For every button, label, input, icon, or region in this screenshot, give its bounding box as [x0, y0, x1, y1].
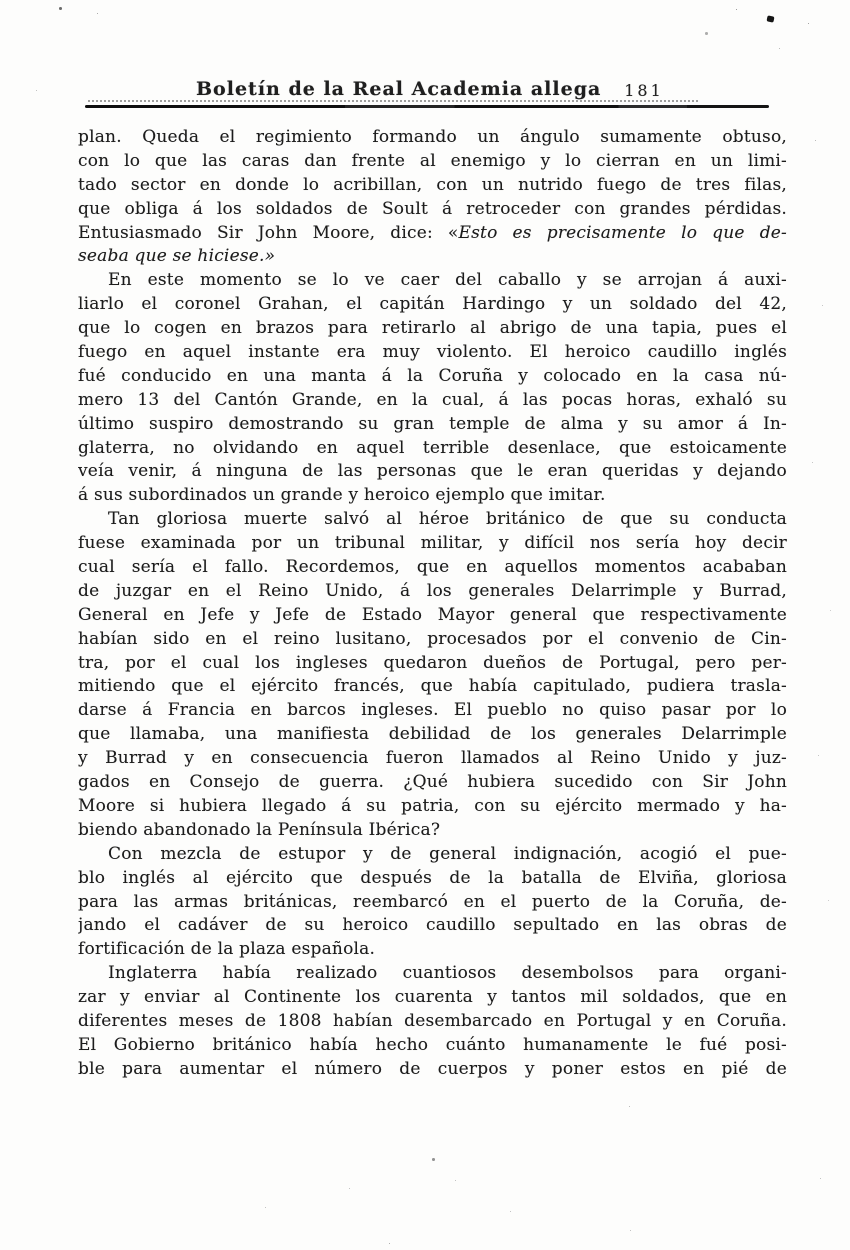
body-text — [78, 126, 787, 1082]
text-line — [78, 222, 787, 246]
body-text-segment: y Burrad y en consecuencia fueron llamados al Reino Unido y juz- — [78, 748, 787, 769]
body-text-segment: zar y enviar al Continente los cuarenta y tantos mil soldados, que en — [78, 987, 787, 1008]
text-line — [78, 269, 787, 293]
text-line — [78, 723, 787, 747]
body-text-segment: con lo que las caras dan frente al enemigo y lo cierran en un limi- — [78, 150, 787, 171]
body-text-segment: diferentes meses de 1808 habían desembarcado en Portugal y en Coruña. — [78, 1010, 787, 1031]
quoted-italic-text: Esto es precisamente lo que de- — [458, 222, 787, 243]
paragraph — [78, 962, 787, 1081]
text-line — [78, 508, 787, 532]
text-line — [78, 293, 787, 317]
body-text-segment: que lo cogen en brazos para retirarlo al abrigo de una tapia, pues el — [78, 318, 787, 339]
ink-blot — [766, 15, 774, 22]
text-line — [78, 652, 787, 676]
body-text-segment: que llamaba, una manifiesta debilidad de los generales Delarrimple — [78, 724, 787, 745]
body-text-segment: fuego en aquel instante era muy violento. El heroico caudillo inglés — [78, 342, 787, 363]
text-line — [78, 675, 787, 699]
body-text-segment: El Gobierno británico había hecho cuánto humanamente le fué posi- — [78, 1034, 787, 1055]
text-line — [78, 389, 787, 413]
body-text-segment: glaterra, no olvidando en aquel terrible desenlace, que estoicamente — [78, 437, 787, 458]
text-line — [78, 962, 787, 986]
body-text-segment: gados en Consejo de guerra. ¿Qué hubiera sucedido con Sir John — [78, 772, 787, 793]
text-line — [78, 484, 787, 508]
header-underline-dotted — [88, 100, 698, 102]
journal-title: Boletín de la Real Academia allega — [196, 78, 602, 100]
body-text-segment: ble para aumentar el número de cuerpos y poner estos en pié de — [78, 1058, 787, 1079]
body-text-segment: Tan gloriosa muerte salvó al héroe británico de que su conducta — [108, 509, 787, 530]
body-text-segment: habían sido en el reino lusitano, procesados por el convenio de Cin- — [78, 628, 787, 649]
text-line — [78, 986, 787, 1010]
paragraph — [78, 508, 787, 842]
text-line — [78, 174, 787, 198]
text-line — [78, 771, 787, 795]
body-text-segment: Entusiasmado Sir John Moore, dice: « — [78, 222, 459, 243]
text-line — [78, 867, 787, 891]
body-text-segment: General en Jefe y Jefe de Estado Mayor general que respectivamente — [78, 604, 787, 625]
body-text-segment: á sus subordinados un grande y heroico ejemplo que imitar. — [78, 485, 606, 506]
body-text-segment: En este momento se lo ve caer del caballo y se arrojan á auxi- — [108, 270, 787, 291]
paragraph — [78, 269, 787, 508]
body-text-segment: fué conducido en una manta á la Coruña y colocado en la casa nú- — [78, 365, 787, 386]
body-text-segment: mero 13 del Cantón Grande, en la cual, á las pocas horas, exhaló su — [78, 389, 787, 410]
paragraph — [78, 843, 787, 962]
body-text-segment: mitiendo que el ejército francés, que había capitulado, pudiera trasla- — [78, 676, 787, 697]
text-line — [78, 819, 787, 843]
text-line — [78, 413, 787, 437]
body-text-segment: tra, por el cual los ingleses quedaron dueños de Portugal, pero per- — [78, 652, 787, 673]
text-line — [78, 150, 787, 174]
header-rule — [85, 105, 769, 108]
text-line — [78, 604, 787, 628]
text-line — [78, 245, 787, 269]
body-text-segment: biendo abandonado la Península Ibérica? — [78, 819, 441, 840]
body-text-segment: plan. Queda el regimiento formando un ángulo sumamente obtuso, — [78, 127, 787, 147]
body-text-segment: de juzgar en el Reino Unido, á los generales Delarrimple y Burrad, — [78, 580, 787, 601]
text-line — [78, 747, 787, 771]
paragraph — [78, 126, 787, 269]
page-number: 181 — [624, 81, 664, 100]
text-line — [78, 1034, 787, 1058]
text-line — [78, 699, 787, 723]
body-text-segment: Moore si hubiera llegado á su patria, con su ejército mermado y ha- — [78, 795, 787, 816]
text-line — [78, 628, 787, 652]
text-line — [78, 843, 787, 867]
body-text-segment: Con mezcla de estupor y de general indignación, acogió el pue- — [108, 843, 787, 864]
quoted-italic-text: seaba que se hiciese.» — [78, 246, 276, 267]
text-line — [78, 556, 787, 580]
text-line — [78, 126, 787, 150]
text-line — [78, 317, 787, 341]
body-text-segment: tado sector en donde lo acribillan, con un nutrido fuego de tres filas, — [78, 174, 787, 195]
body-text-segment: cual sería el fallo. Recordemos, que en aquellos momentos acababan — [78, 557, 787, 578]
body-text-segment: darse á Francia en barcos ingleses. El pueblo no quiso pasar por lo — [78, 700, 787, 721]
body-text-segment: veía venir, á ninguna de las personas que le eran queridas y dejando — [78, 461, 787, 482]
scan-noise-specks — [0, 0, 1, 1]
body-text-segment: último suspiro demostrando su gran temple de alma y su amor á In- — [78, 413, 787, 434]
body-text-segment: fortificación de la plaza española. — [78, 939, 376, 960]
text-line — [78, 795, 787, 819]
text-line — [78, 341, 787, 365]
text-line — [78, 891, 787, 915]
body-text-segment: Inglaterra había realizado cuantiosos desembolsos para organi- — [108, 963, 787, 984]
text-line — [78, 437, 787, 461]
body-text-segment: para las armas británicas, reembarcó en el puerto de la Coruña, de- — [78, 891, 787, 912]
text-line — [78, 532, 787, 556]
text-line — [78, 1010, 787, 1034]
body-text-segment: que obliga á los soldados de Soult á retroceder con grandes pérdidas. — [78, 198, 787, 219]
text-line — [78, 914, 787, 938]
text-line — [78, 365, 787, 389]
body-text-segment: liarlo el coronel Grahan, el capitán Hardingo y un soldado del 42, — [78, 294, 787, 315]
text-line — [78, 1058, 787, 1082]
text-line — [78, 938, 787, 962]
text-line — [78, 198, 787, 222]
text-line — [78, 460, 787, 484]
text-line — [78, 580, 787, 604]
body-text-segment: jando el cadáver de su heroico caudillo sepultado en las obras de — [78, 915, 787, 936]
body-text-segment: blo inglés al ejército que después de la batalla de Elviña, gloriosa — [78, 867, 787, 888]
body-text-segment: fuese examinada por un tribunal militar, y difícil nos sería hoy decir — [78, 533, 787, 554]
